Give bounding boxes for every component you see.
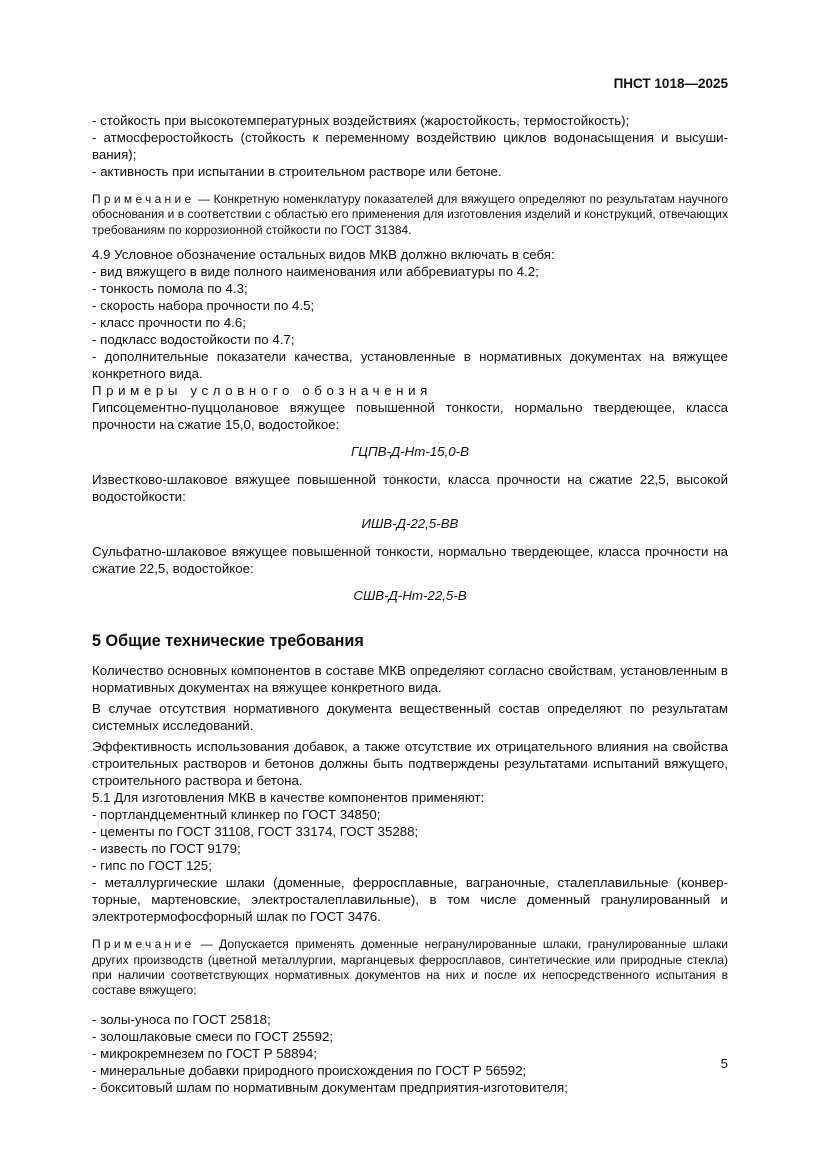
list-item: - металлургические шлаки (доменные, ферросплавные, ваграночные, сталеплавильные (конверторные, мартеновские, электросталеплавильные), в том числе доменный гранулированный и электротермофосфорный шлак по ГОСТ 3476. bbox=[92, 875, 728, 925]
list-item: - гипс по ГОСТ 125; bbox=[92, 858, 212, 874]
paragraph: Эффективность использования добавок, а также отсутствие их отрицательного влияния на свойства строительных растворов и бетонов должны быть подтверждены результатами испытаний вяжущего, строительного раствора и бетона. bbox=[92, 739, 728, 789]
list-item: - цементы по ГОСТ 31108, ГОСТ 33174, ГОСТ 35288; bbox=[92, 824, 419, 840]
example-text: Известково-шлаковое вяжущее повышенной тонкости, класса прочности на сжатие 22,5, высокой водостойкости: bbox=[92, 472, 728, 505]
list-item: - атмосферостойкость (стойкость к переменному воздействию циклов водонасыщения и высушивания); bbox=[92, 130, 728, 162]
list-item: - бокситовый шлам по нормативным документам предприятия-изготовителя; bbox=[92, 1079, 568, 1095]
list-item: - стойкость при высокотемпературных воздействиях (жаростойкость, термостойкость); bbox=[92, 113, 630, 128]
list-item: - подкласс водостойкости по 4.7; bbox=[92, 332, 295, 348]
list-item: - портландцементный клинкер по ГОСТ 34850; bbox=[92, 807, 381, 823]
note bbox=[92, 192, 728, 238]
list-item: - золы-уноса по ГОСТ 25818; bbox=[92, 1011, 271, 1027]
example-formula: СШВ-Д-Нт-22,5-В bbox=[353, 588, 467, 604]
list-item: - микрокремнезем по ГОСТ Р 58894; bbox=[92, 1045, 317, 1061]
example-text: Гипсоцементно-пуццолановое вяжущее повышенной тонкости, нормально твердеющее, класса прочности на сжатие 15,0, водостойкое: bbox=[92, 400, 728, 433]
note-label: Примечание bbox=[92, 937, 195, 952]
note-text: — Конкретную номенклатуру показателей для вяжущего определяют по результатам научного обоснования и в соответствии с областью его применения для изготовления изделий и конструкций, отвечающих требованиям по коррозионной стойкости по ГОСТ 31384. bbox=[92, 192, 728, 237]
list-item: - тонкость помола по 4.3; bbox=[92, 281, 248, 297]
example-formula: ИШВ-Д-22,5-ВВ bbox=[361, 516, 459, 532]
example-formula: ГЦПВ-Д-Нт-15,0-В bbox=[351, 444, 469, 460]
document-code: ПНСТ 1018—2025 bbox=[613, 76, 728, 91]
list-item: - известь по ГОСТ 9179; bbox=[92, 841, 241, 857]
list-item: - вид вяжущего в виде полного наименования или аббревиатуры по 4.2; bbox=[92, 264, 539, 280]
example-text: Сульфатно-шлаковое вяжущее повышенной тонкости, нормально твердеющее, класса прочности на сжатие 22,5, водостойкое: bbox=[92, 544, 728, 577]
paragraph: В случае отсутствия нормативного документа вещественный состав определяют по результатам системных исследований. bbox=[92, 701, 728, 734]
page-content bbox=[92, 112, 728, 1096]
note-text: — Допускается применять доменные негранулированные шлаки, гранулированные шлаки других производств (цветной металлургии, марганцевых ферросплавов, синтетические или природные стекла) при наличии соответствующих нормативных документов на них и после их непосредственного испытания в составе вяжущего; bbox=[92, 937, 728, 998]
page-number: 5 bbox=[720, 1056, 728, 1071]
section-title: 5 Общие технические требования bbox=[92, 632, 364, 651]
clause-5-1-intro: 5.1 Для изготовления МКВ в качестве компонентов применяют: bbox=[92, 790, 485, 806]
paragraph: Количество основных компонентов в составе МКВ определяют согласно свойствам, установленным в нормативных документах на вяжущее конкретного вида. bbox=[92, 663, 728, 696]
examples-heading: Примеры условного обозначения bbox=[92, 383, 432, 399]
note bbox=[92, 937, 728, 999]
list-item: - минеральные добавки природного происхождения по ГОСТ Р 56592; bbox=[92, 1062, 527, 1078]
note-label: Примечание bbox=[92, 192, 195, 206]
clause-4-9-intro: 4.9 Условное обозначение остальных видов МКВ должно включать в себя: bbox=[92, 247, 555, 263]
list-item: - класс прочности по 4.6; bbox=[92, 315, 246, 331]
list-item: - золошлаковые смеси по ГОСТ 25592; bbox=[92, 1028, 334, 1044]
list-item: - скорость набора прочности по 4.5; bbox=[92, 298, 315, 314]
list-item: - дополнительные показатели качества, установленные в нормативных документах на вяжущее конкретного вида. bbox=[92, 349, 728, 382]
list-item: - активность при испытании в строительном растворе или бетоне. bbox=[92, 164, 502, 179]
